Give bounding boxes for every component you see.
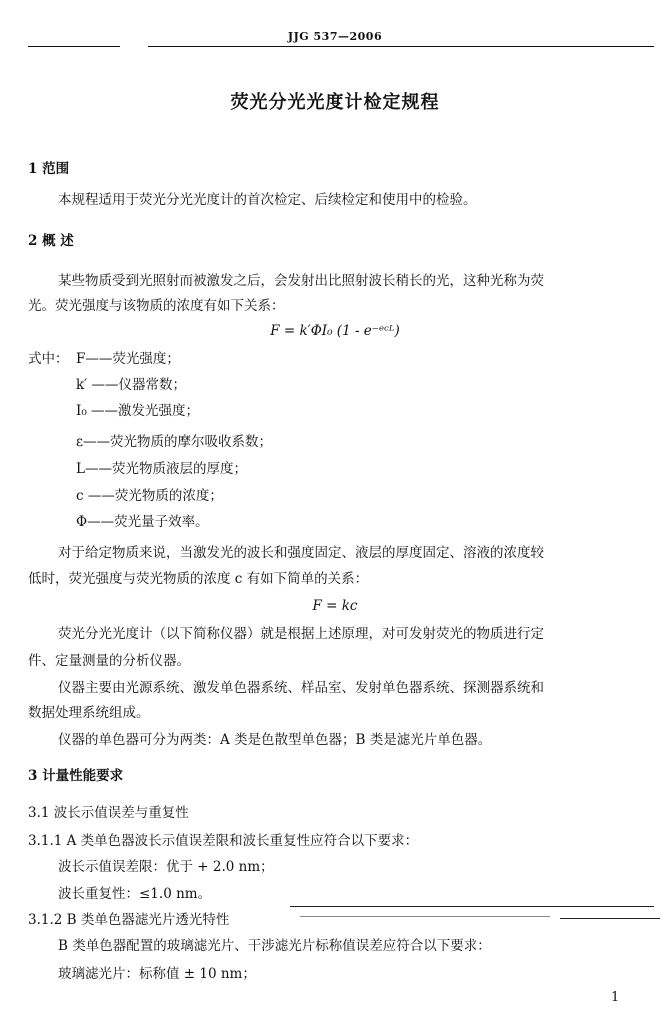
definition-item: F——荧光强度； (76, 351, 180, 367)
section-2-paragraph-4-line-2: 数据处理系统组成。 (28, 705, 150, 721)
header-rule-right (148, 46, 654, 47)
definition-item: ε——荧光物质的摩尔吸收系数； (76, 434, 272, 450)
page-number: 1 (611, 990, 620, 1005)
scan-artifact-line (560, 918, 660, 919)
glass-filter-requirement: 玻璃滤光片：标称值 ± 10 nm； (58, 966, 256, 982)
section-2-heading: 2 概 述 (28, 233, 74, 249)
section-2-paragraph-2-line-1: 对于给定物质来说，当激发光的波长和强度固定、液层的厚度固定、溶液的浓度较 (58, 545, 544, 561)
subsection-3-1-2-heading: 3.1.2 B 类单色器滤光片透光特性 (28, 912, 230, 928)
document-title: 荧光分光光度计检定规程 (230, 92, 440, 113)
definition-item: c ——荧光物质的浓度； (76, 488, 223, 504)
section-2-paragraph-5: 仪器的单色器可分为两类：A 类是色散型单色器；B 类是滤光片单色器。 (58, 732, 492, 748)
section-2-paragraph-3-line-1: 荧光分光光度计（以下简称仪器）就是根据上述原理，对可发射荧光的物质进行定 (58, 626, 544, 642)
section-1-text: 本规程适用于荧光分光光度计的首次检定、后续检定和使用中的检验。 (58, 192, 477, 208)
scan-artifact-line (290, 906, 654, 907)
wavelength-repeatability-requirement: 波长重复性：≤1.0 nm。 (58, 886, 212, 902)
section-1-heading: 1 范围 (28, 161, 70, 177)
where-label: 式中： (28, 351, 69, 367)
scan-artifact-line (300, 916, 550, 917)
formula-fluorescence: F = k′ΦI₀ (1 - e⁻ᵉᶜᴸ) (270, 323, 400, 339)
section-3-heading: 3 计量性能要求 (28, 768, 124, 784)
definition-item: I₀ ——激发光强度； (76, 403, 200, 419)
header-rule-left (28, 46, 120, 47)
section-2-paragraph-4-line-1: 仪器主要由光源系统、激发单色器系统、样品室、发射单色器系统、探测器系统和 (58, 680, 544, 696)
definition-item: k′ ——仪器常数； (76, 377, 187, 393)
section-2-paragraph-2-line-2: 低时，荧光强度与荧光物质的浓度 c 有如下简单的关系： (28, 571, 369, 587)
section-2-paragraph-3-line-2: 件、定量测量的分析仪器。 (28, 653, 190, 669)
definition-item: L——荧光物质液层的厚度； (76, 461, 247, 477)
section-2-paragraph-1-line-2: 光。荧光强度与该物质的浓度有如下关系： (28, 298, 285, 314)
subsection-3-1-heading: 3.1 波长示值误差与重复性 (28, 805, 189, 821)
formula-simple: F = kc (312, 598, 358, 614)
definition-item: Φ——荧光量子效率。 (76, 514, 209, 530)
wavelength-error-requirement: 波长示值误差限：优于 + 2.0 nm； (58, 859, 274, 875)
header-code: JJG 537—2006 (287, 30, 383, 43)
section-2-paragraph-1-line-1: 某些物质受到光照射而被激发之后，会发射出比照射波长稍长的光，这种光称为荧 (58, 273, 544, 289)
filter-nominal-error-text: B 类单色器配置的玻璃滤光片、干涉滤光片标称值误差应符合以下要求： (58, 938, 491, 954)
subsection-3-1-1-heading: 3.1.1 A 类单色器波长示值误差限和波长重复性应符合以下要求： (28, 833, 419, 849)
